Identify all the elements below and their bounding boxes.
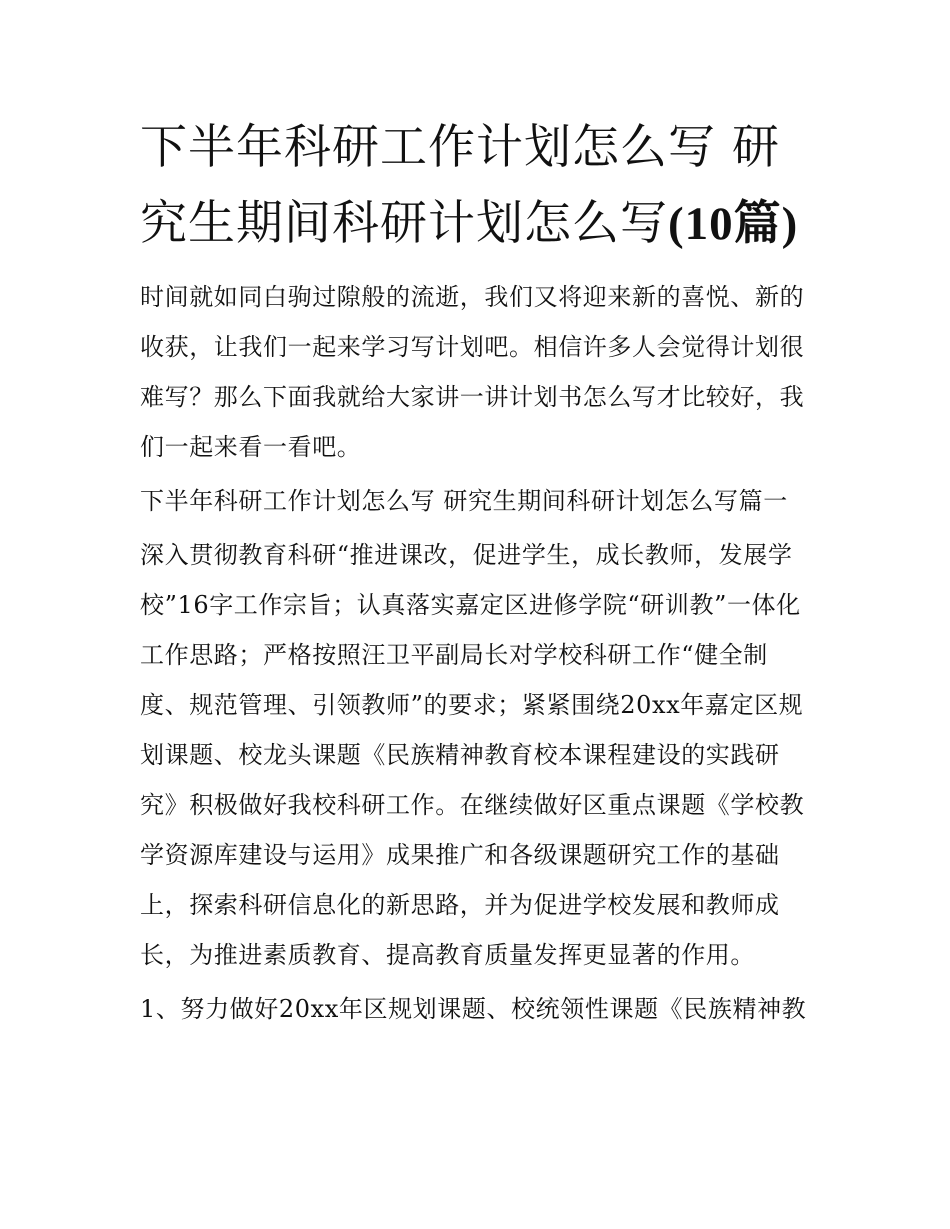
section-heading-paragraph: 下半年科研工作计划怎么写 研究生期间科研计划怎么写篇一 (140, 487, 788, 515)
document-content (140, 110, 815, 1034)
document-title (140, 110, 815, 262)
intro-paragraph: 时间就如同白驹过隙般的流逝，我们又将迎来新的喜悦、新的收获，让我们一起来学习写计划吧。相信许多人会觉得计划很难写？那么下面我就给大家讲一讲计划书怎么写才比较好，我们一起来看一看吧。 (140, 283, 805, 461)
title-tail: (10篇) (668, 198, 799, 250)
list-item-paragraph: 1、努力做好20xx年区规划课题、校统领性课题《民族精神教 (140, 995, 807, 1023)
title-main: 下半年科研工作计划怎么写 研究生期间科研计划怎么写 (140, 120, 780, 251)
body-paragraph: 深入贯彻教育科研“推进课改，促进学生，成长教师，发展学校”16字工作宗旨；认真落实嘉定区进修学院“研训教”一体化工作思路；严格按照汪卫平副局长对学校科研工作“健全制度、规范管理、引领教师”的要求；紧紧围绕20xx年嘉定区规划课题、校龙头课题《民族精神教育校本课程建设的实践研究》积极做好我校科研工作。在继续做好区重点课题《学校教学资源库建设与运用》成果推广和各级课题研究工作的基础上，探索科研信息化的新思路，并为促进学校发展和教师成长，为推进素质教育、提高教育质量发挥更显著的作用。 (140, 541, 805, 969)
